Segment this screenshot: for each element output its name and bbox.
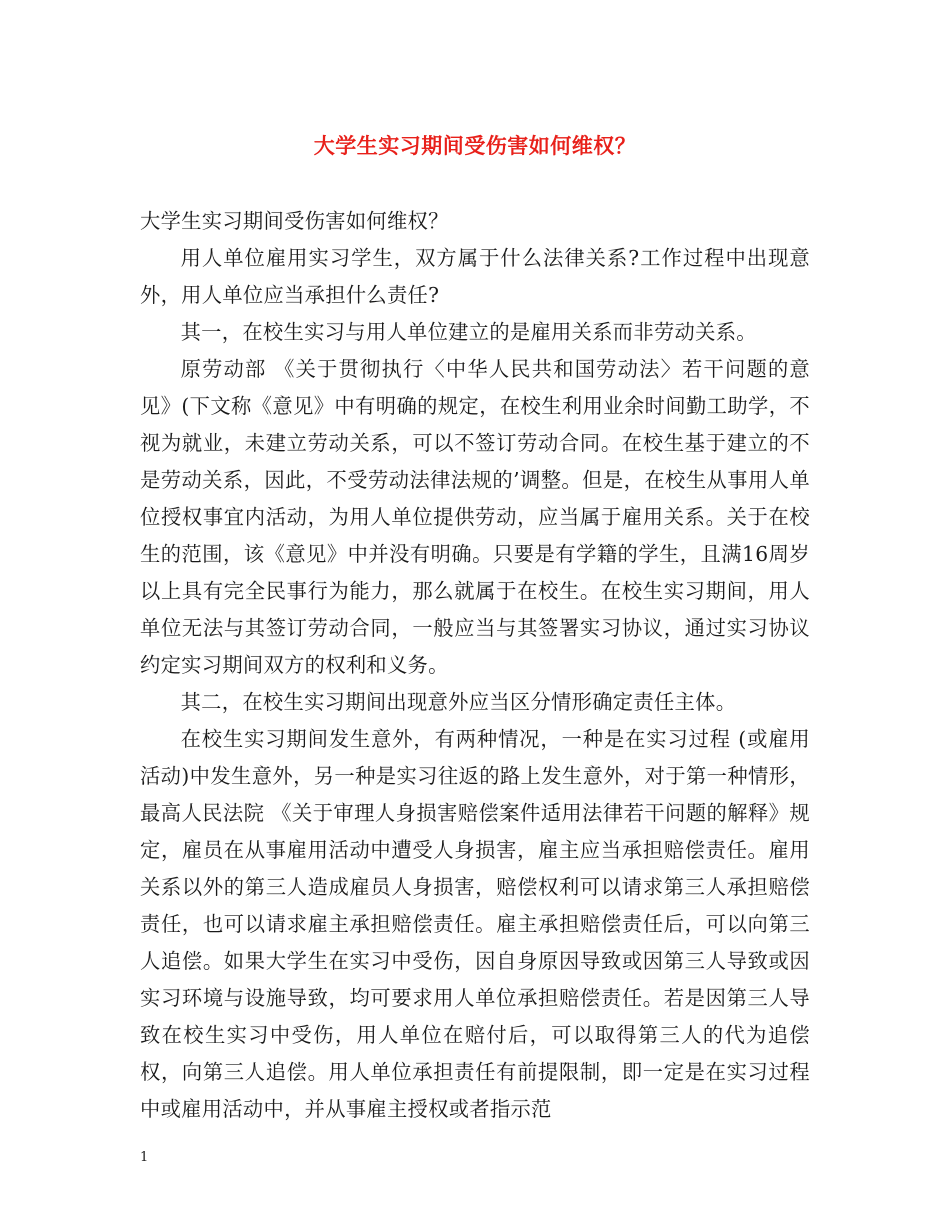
page-number: 1 [140,1150,149,1165]
document-title: 大学生实习期间受伤害如何维权？ [313,133,637,158]
body-paragraph-point-two: 其二，在校生实习期间出现意外应当区分情形确定责任主体。 [180,690,737,714]
body-paragraph-question: 用人单位雇用实习学生，双方属于什么法律关系?工作过程中出现意外，用人单位应当承担什么责任? [140,246,810,307]
body-paragraph-intro: 大学生实习期间受伤害如何维权？ [140,209,449,233]
document-body [140,203,810,1128]
body-paragraph-liability: 在校生实习期间发生意外，有两种情况，一种是在实习过程 (或雇用活动)中发生意外，另一种是实习往返的路上发生意外，对于第一种情形，最高人民法院 《关于审理人身损害赔偿案件适用法律若干问题的解释》规定，雇员在从事雇用活动中遭受人身损害，雇主应当承担赔偿责任。雇用关系以外的第三人造成雇员人身损害，赔偿权利可以请求第三人承担赔偿责任，也可以请求雇主承担赔偿责任。雇主承担赔偿责任后，可以向第三人追偿。如果大学生在实习中受伤，因自身原因导致或因第三人导致或因实习环境与设施导致，均可要求用人单位承担赔偿责任。若是因第三人导致在校生实习中受伤，用人单位在赔付后，可以取得第三人的代为追偿权，向第三人追偿。用人单位承担责任有前提限制，即一定是在实习过程中或雇用活动中，并从事雇主授权或者指示范 [140,727,810,1121]
body-paragraph-labor-opinion: 原劳动部 《关于贯彻执行〈中华人民共和国劳动法〉若干问题的意见》(下文称《意见》中有明确的规定，在校生利用业余时间勤工助学，不视为就业，未建立劳动关系，可以不签订劳动合同。在校生基于建立的不是劳动关系，因此，不受劳动法律法规的’调整。但是，在校生从事用人单位授权事宜内活动，为用人单位提供劳动，应当属于雇用关系。关于在校生的范围，该《意见》中并没有明确。只要是有学籍的学生，且满16周岁以上具有完全民事行为能力，那么就属于在校生。在校生实习期间，用人单位无法与其签订劳动合同，一般应当与其签署实习协议，通过实习协议约定实习期间双方的权利和义务。 [140,357,810,677]
body-paragraph-point-one: 其一，在校生实习与用人单位建立的是雇用关系而非劳动关系。 [180,320,757,344]
